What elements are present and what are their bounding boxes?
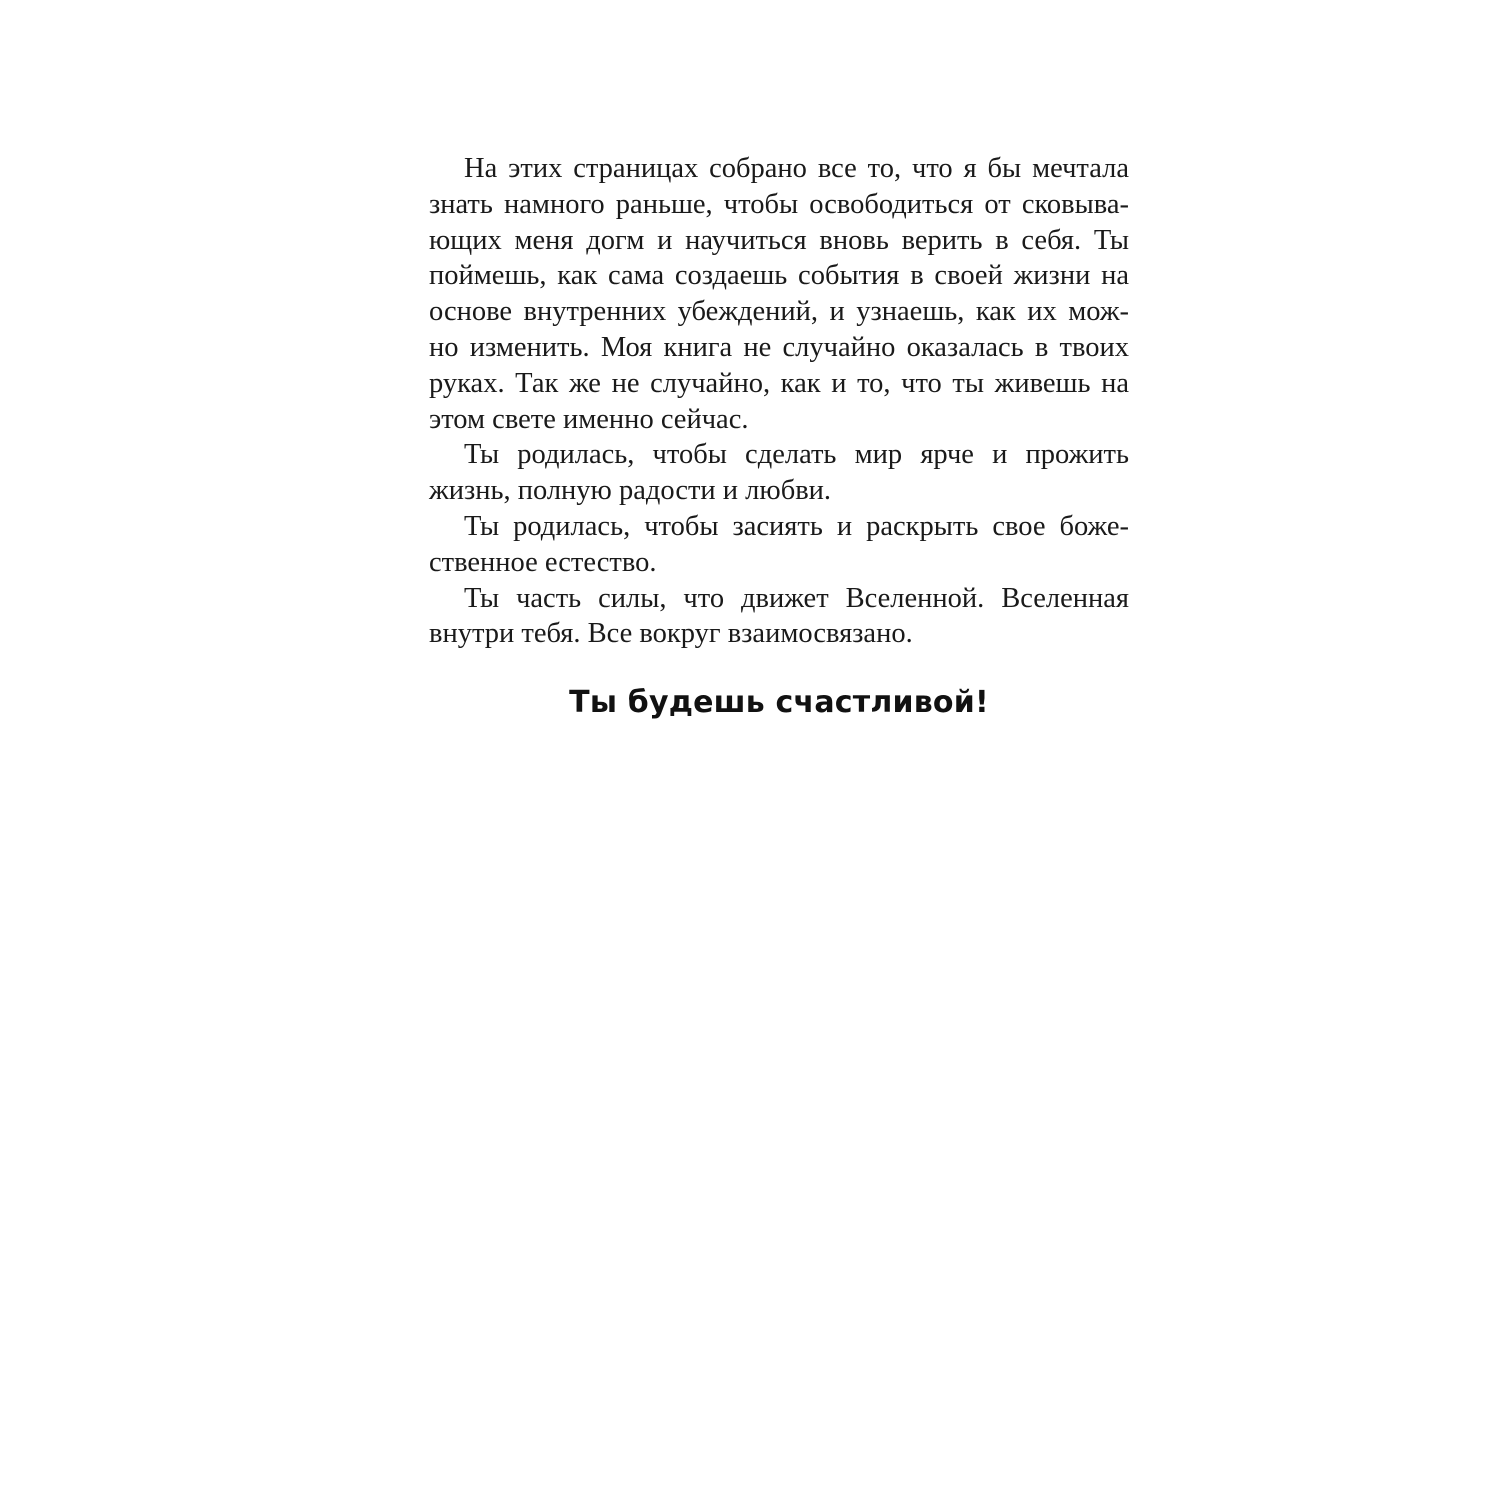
paragraph-1-line-1: На этих страницах собрано все то, что я бы мечтала [464,153,1129,184]
paragraph-1-line-2: знать намного раньше, чтобы освободиться от сковыва- [429,188,1129,220]
paragraph-2-line-1: Ты родилась, чтобы сделать мир ярче и прожить [464,439,1129,471]
paragraph-1-line-5: основе внутренних убеждений, и узнаешь, как их мож- [429,296,1129,328]
paragraph-3-line-1: Ты родилась, чтобы засиять и раскрыть свое боже- [464,510,1129,542]
paragraph-1-line-8: этом свете именно сейчас. [429,403,749,435]
paragraph-3-line-2: ственное естество. [429,546,657,578]
paragraph-1-line-4: поймешь, как сама создаешь события в своей жизни на [429,260,1129,292]
body-text [429,151,1129,652]
paragraph-1-line-7: руках. Так же не случайно, как и то, что ты живешь на [429,367,1129,399]
paragraph-1-line-6: но изменить. Моя книга не случайно оказалась в твоих [429,331,1129,363]
closing-heading: Ты будешь счастливой! [569,685,989,720]
paragraph-2-line-2: жизнь, полную радости и любви. [429,475,832,507]
paragraph-4-line-2: внутри тебя. Все вокруг взаимосвязано. [429,618,913,650]
paragraph-4-line-1: Ты часть силы, что движет Вселенной. Вселенная [464,582,1129,614]
paragraph-1-line-3: ющих меня догм и научиться вновь верить в себя. Ты [429,224,1129,256]
